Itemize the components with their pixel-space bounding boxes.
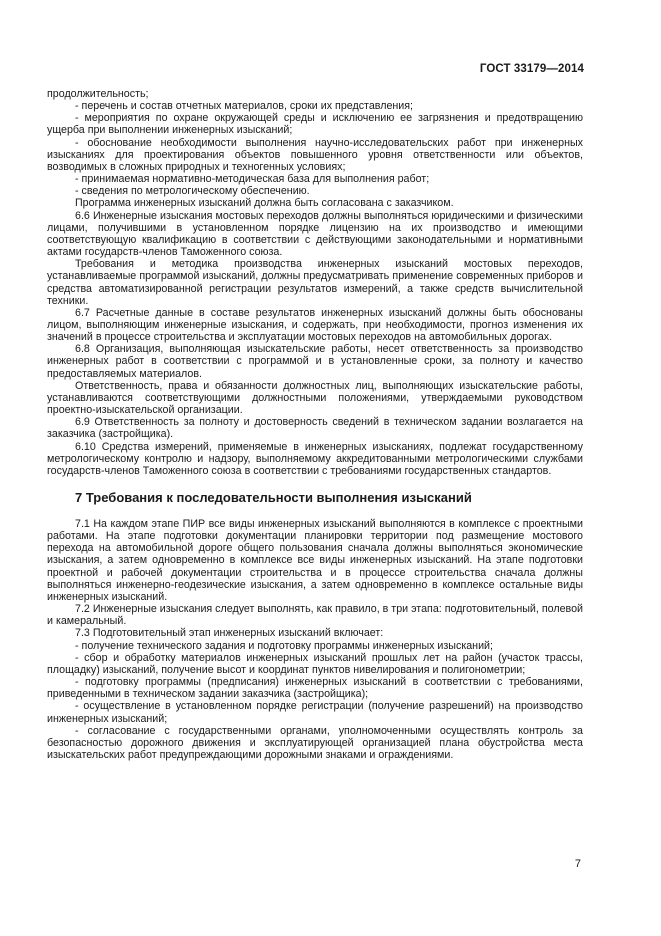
paragraph: 6.9 Ответственность за полноту и достоверность сведений в техническом задании возлагается на заказчика (застройщика).	[47, 416, 583, 441]
paragraph: 6.10 Средства измерений, применяемые в инженерных изысканиях, подлежат государственному метрологическому контролю и надзору, выполняемому аккредитованными метрологическими службами государств-членов Таможенного союза в соответствии с требованиями государственных стандартов.	[47, 440, 583, 477]
list-item: - принимаемая нормативно-методическая база для выполнения работ;	[75, 173, 430, 186]
paragraph: продолжительность;	[47, 88, 149, 100]
paragraph: 6.6 Инженерные изыскания мостовых переходов должны выполняться юридическими и физическими лицами, получившими в установленном порядке лицензию на их производство и имеющими соответствующую квалификацию в соответствии с действующими законодательными и нормативными актами государств-членов Таможенного союза.	[47, 209, 583, 259]
list-item: - сбор и обработку материалов инженерных изысканий прошлых лет на район (участок трассы, площадку) изысканий, получение высот и координат пунктов нивелирования и полигонометрии;	[47, 651, 583, 676]
list-item: - мероприятия по охране окружающей среды и исключению ее загрязнения и предотвращению ущерба при выполнении инженерных изысканий;	[47, 112, 583, 137]
paragraph: 7.1 На каждом этапе ПИР все виды инженерных изысканий выполняются в комплексе с проектными работами. На этапе подготовки документации планировки территории под размещение мостового перехода на автомобильной дороге общего пользования сначала должны выполняться экономические изыскания, а затем одновременно в комплексе все виды инженерных изысканий. На этапе подготовки проектной и рабочей документации строительства и в процессе строительства сначала должны выполняться инженерно-геодезические изыскания, а затем одновременно в комплексе остальные виды инженерных изысканий.	[47, 518, 583, 603]
page-body	[47, 88, 583, 761]
section-heading: 7 Требования к последовательности выполнения изысканий	[75, 490, 472, 505]
list-item: - перечень и состав отчетных материалов, сроки их представления;	[75, 100, 414, 113]
list-item: - подготовку программы (предписания) инженерных изысканий в соответствии с требованиями, приведенными в техническом задании заказчика (застройщика);	[47, 676, 583, 701]
list-item: - сведения по метрологическому обеспечению.	[75, 185, 310, 198]
paragraph: 7.2 Инженерные изыскания следует выполнять, как правило, в три этапа: подготовительный, полевой и камеральный.	[47, 603, 583, 628]
list-item: - получение технического задания и подготовку программы инженерных изысканий;	[75, 639, 493, 652]
paragraph: 6.7 Расчетные данные в составе результатов инженерных изысканий должны быть обоснованы лицом, выполняющим инженерные изыскания, и содержать, при необходимости, прогноз изменения их значений в процессе строительства и эксплуатации мостовых переходов на автомобильных дорогах.	[47, 306, 583, 344]
paragraph: Программа инженерных изысканий должна быть согласована с заказчиком.	[75, 197, 454, 210]
paragraph: 7.3 Подготовительный этап инженерных изысканий включает:	[75, 627, 384, 640]
paragraph: 6.8 Организация, выполняющая изыскательские работы, несет ответственность за производство инженерных работ в соответствии с программой и в установленные сроки, за полноту и качество предоставляемых материалов.	[47, 343, 583, 380]
paragraph: Требования и методика производства инженерных изысканий мостовых переходов, устанавливаемые программой изысканий, должны предусматривать применение современных приборов и средства автоматизированной регистрации результатов измерений, а также средств вычислительной техники.	[47, 258, 583, 307]
list-item: - согласование с государственными органами, уполномоченными осуществлять контроль за безопасностью дорожного движения и эксплуатирующей организацией плана обустройства места изыскательских работ предупреждающими дорожными знаками и ограждениями.	[47, 724, 583, 761]
page-number: 7	[574, 858, 581, 870]
list-item: - осуществление в установленном порядке регистрации (получение разрешений) на производство инженерных изысканий;	[47, 700, 583, 725]
paragraph: Ответственность, права и обязанности должностных лиц, выполняющих изыскательские работы, устанавливаются соответствующими должностными положениями, утверждаемыми руководством проектно-изыскательской организации.	[47, 379, 583, 417]
list-item: - обоснование необходимости выполнения научно-исследовательских работ при инженерных изысканиях для проектирования объектов повышенного уровня ответственности или объектов, возводимых в сложных природных и техногенных условиях;	[47, 136, 583, 173]
document-code: ГОСТ 33179—2014	[479, 63, 584, 75]
